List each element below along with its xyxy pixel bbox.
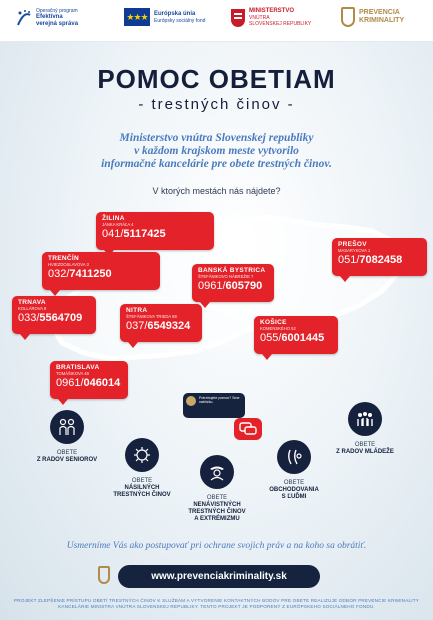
- office-pin-nitra: [120, 304, 202, 342]
- phone-number: 046014: [83, 377, 121, 389]
- office-address: KOMENSKÉHO 52: [260, 326, 296, 331]
- phone-number: 7082458: [359, 254, 403, 266]
- office-phone: [102, 228, 208, 241]
- op-line-2: Efektívna: [36, 14, 63, 20]
- victim-l4: A EXTRÉMIZMU: [194, 516, 240, 522]
- violent-crime-icon: [125, 438, 159, 472]
- office-city: TRNAVA: [18, 299, 46, 306]
- prevencia-logo: [341, 7, 404, 27]
- office-pin-trnava: [12, 296, 96, 334]
- prevencia-crest-icon: [341, 7, 355, 27]
- phone-prefix: 0961/: [198, 280, 226, 292]
- footer-line-2: KANCELÁRIE MINISTRA VNÚTRA SLOVENSKEJ REPUBLIKY. TENTO PROJEKT JE PODPORENÝ Z EURÓPSKEHO SOCIÁLNEHO FONDU.: [58, 604, 375, 609]
- phone-prefix: 037/: [126, 320, 148, 332]
- youth-icon: [348, 402, 382, 436]
- victim-l1: OBETE: [206, 495, 228, 501]
- victim-l2: Z RADOV SENIOROV: [36, 457, 98, 463]
- eu-line-2: Európsky sociálny fond: [154, 17, 206, 24]
- phone-prefix: 032/: [48, 268, 70, 280]
- victim-l2: OBCHODOVANIA: [269, 487, 319, 493]
- victim-seniors: [27, 410, 107, 464]
- chat-text: Potrebujete pomoc? Sme nablízku.: [199, 396, 240, 405]
- office-pin-banska-bystrica: [192, 264, 274, 302]
- victim-l2: Z RADOV MLÁDEŽE: [336, 449, 394, 455]
- phone-prefix: 0961/: [56, 377, 84, 389]
- phone-number: 6549324: [147, 320, 191, 332]
- chat-avatar: [186, 396, 196, 406]
- question-text: V ktorých mestách nás nájdete?: [152, 186, 281, 196]
- poster-title: POMOC OBETIAM: [97, 64, 336, 94]
- eu-flag-icon: ★★★: [124, 8, 150, 26]
- chat-message: [183, 393, 245, 418]
- phone-prefix: 041/: [102, 228, 124, 240]
- victim-l1: OBETE: [283, 480, 305, 486]
- ministry-line-3: SLOVENSKEJ REPUBLIKY: [249, 21, 312, 27]
- victim-l3: S ĽUĎMI: [281, 494, 307, 500]
- prevencia-crest-small-icon: [98, 566, 110, 584]
- victim-l2: NÁSILNÝCH: [124, 485, 160, 491]
- office-phone: [56, 377, 122, 390]
- office-city: NITRA: [126, 307, 148, 314]
- phone-prefix: 051/: [338, 254, 360, 266]
- office-city: BANSKÁ BYSTRICA: [198, 267, 266, 274]
- office-pin-zilina: [96, 212, 214, 250]
- pk-line-1: PREVENCIA: [359, 9, 400, 16]
- intro-line-2: v každom krajskom meste vytvorilo: [134, 145, 299, 157]
- hate-crime-icon: [200, 455, 234, 489]
- victim-l1: OBETE: [56, 450, 78, 456]
- phone-number: 605790: [225, 280, 263, 292]
- ministry-line-2: VNÚTRA: [249, 15, 270, 21]
- office-phone: [18, 312, 90, 325]
- op-evs-logo: [16, 8, 78, 28]
- office-pin-trencin: [42, 252, 160, 290]
- phone-prefix: 055/: [260, 332, 282, 344]
- intro-line-1: Ministerstvo vnútra Slovenskej republiky: [119, 132, 314, 144]
- office-city: BRATISLAVA: [56, 364, 100, 371]
- office-city: TRENČÍN: [48, 255, 79, 262]
- op-line-1: Operačný program: [36, 8, 78, 14]
- victim-hate-crimes: [172, 455, 262, 523]
- office-city: ŽILINA: [102, 215, 125, 222]
- office-phone: [198, 280, 268, 293]
- office-address: HVIEZDOSLAVOVA 3: [48, 262, 89, 267]
- office-pin-presov: [332, 238, 427, 276]
- office-city: KOŠICE: [260, 319, 287, 326]
- trafficking-icon: [277, 440, 311, 474]
- victim-violent-crimes: [102, 438, 182, 499]
- footer-text: [10, 598, 423, 610]
- office-phone: [48, 268, 154, 281]
- intro-text: [40, 132, 393, 171]
- pk-line-2: KRIMINALITY: [359, 17, 405, 24]
- intro-line-3: informačné kancelárie pre obete trestných činov.: [101, 158, 332, 170]
- office-address: ŠTEFÁNIKOVO NÁBREŽIE 7: [198, 274, 254, 279]
- phone-number: 6001445: [281, 332, 325, 344]
- office-phone: [126, 320, 196, 333]
- logo-bar: [0, 0, 433, 42]
- op-evs-icon: [16, 9, 32, 27]
- office-address: KOLLÁROVA 8: [18, 306, 47, 311]
- office-address: TOMÁŠIKOVA 46: [56, 371, 89, 376]
- seniors-icon: [50, 410, 84, 444]
- victim-l1: OBETE: [354, 442, 376, 448]
- poster-subtitle: - trestných činov -: [138, 96, 295, 113]
- office-pin-bratislava: [50, 361, 128, 399]
- victim-youth: [322, 402, 408, 456]
- op-line-3: verejná správa: [36, 21, 79, 27]
- eu-line-1: Európska únia: [154, 10, 196, 17]
- phone-number: 5117425: [123, 228, 166, 240]
- office-pin-kosice: [254, 316, 338, 354]
- phone-number: 7411250: [69, 268, 112, 280]
- speech-icon: [239, 422, 257, 436]
- footer-line-1: PROJEKT ZLEPŠENIE PRÍSTUPU OBETÍ TRESTNÝCH ČINOV K SLUŽBÁM A VYTVORENIE KONTAKTNÝCH BODOV PRE OBETE REALIZUJE ODBOR PREVENCIE KRIMINALITY: [14, 598, 419, 603]
- chat-bubble-icon: [234, 418, 262, 440]
- victim-l3: TRESTNÝCH ČINOV: [113, 492, 171, 498]
- phone-prefix: 033/: [18, 312, 40, 324]
- eu-logo: [124, 8, 205, 26]
- office-phone: [260, 332, 332, 345]
- website-link[interactable]: www.prevenciakriminality.sk: [118, 565, 320, 588]
- slovak-crest-icon: [231, 9, 245, 27]
- phone-number: 5564709: [39, 312, 83, 324]
- office-address: MASARYKOVA 1: [338, 248, 371, 253]
- ministry-logo: [231, 8, 311, 27]
- victim-l1: OBETE: [131, 478, 153, 484]
- ministry-line-1: MINISTERSTVO: [249, 8, 295, 14]
- office-address: ŠTEFÁNIKOVA TRIEDA 69: [126, 314, 177, 319]
- office-city: PREŠOV: [338, 241, 367, 248]
- victim-l3: TRESTNÝCH ČINOV: [188, 509, 246, 515]
- closing-text: Usmerníme Vás ako postupovať pri ochrane svojich práv a na koho sa obrátiť.: [66, 541, 367, 551]
- office-phone: [338, 254, 421, 267]
- victim-l2: NENÁVISTNÝCH: [193, 502, 241, 508]
- office-address: JÁNKA KRÁĽA 4: [102, 222, 134, 227]
